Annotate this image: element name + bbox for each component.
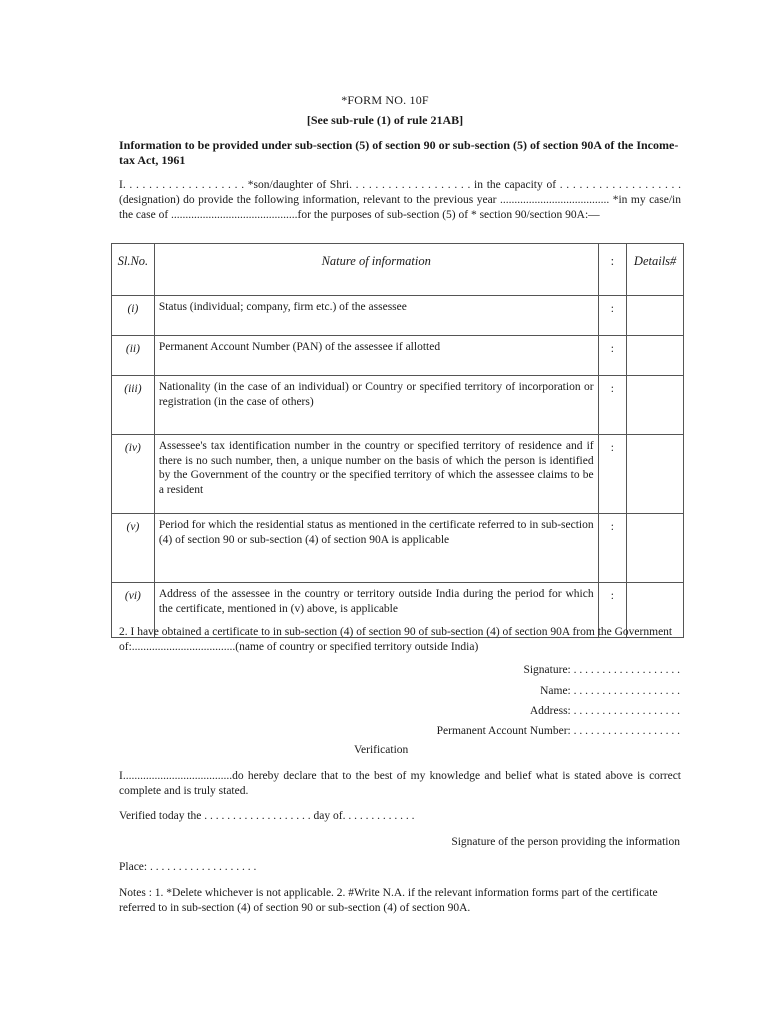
- pan-line[interactable]: Permanent Account Number: . . . . . . . . . . . . . . . . . . .: [436, 725, 680, 737]
- row-details-cell[interactable]: [627, 376, 684, 435]
- place-line[interactable]: Place: . . . . . . . . . . . . . . . . . . .: [119, 861, 257, 873]
- row-details-cell[interactable]: [627, 435, 684, 514]
- table-header-row: [112, 244, 684, 296]
- table-row: [112, 336, 684, 376]
- row-colon: :: [598, 435, 627, 514]
- certificate-paragraph: 2. I have obtained a certificate to in sub-section (4) of section 90 of sub-section (4) of section 90A from the Government of:....................................(name of country or specified territory outside India): [119, 626, 673, 653]
- table-row: [112, 296, 684, 336]
- row-number: (v): [112, 514, 155, 583]
- table-row: [112, 514, 684, 583]
- form-title: *FORM NO. 10F: [341, 93, 429, 107]
- row-nature-text: Nationality (in the case of an individual) or Country or specified territory of incorporation or registration (in the case of others): [154, 376, 598, 435]
- row-details-cell[interactable]: [627, 336, 684, 376]
- row-number: (vi): [112, 583, 155, 638]
- sub-rule-reference: [See sub-rule (1) of rule 21AB]: [306, 113, 464, 127]
- row-colon: :: [598, 296, 627, 336]
- notes-paragraph: Notes : 1. *Delete whichever is not applicable. 2. #Write N.A. if the relevant information forms part of the certificate referred to in sub-section (4) of section 90 or sub-section (4) of section 90A.: [119, 887, 658, 914]
- row-colon: :: [598, 514, 627, 583]
- address-line[interactable]: Address: . . . . . . . . . . . . . . . . . . .: [529, 705, 680, 717]
- row-nature-text: Permanent Account Number (PAN) of the assessee if allotted: [154, 336, 598, 376]
- row-details-cell[interactable]: [627, 296, 684, 336]
- row-number: (ii): [112, 336, 155, 376]
- row-number: (i): [112, 296, 155, 336]
- signature-line[interactable]: Signature: . . . . . . . . . . . . . . . . . . .: [523, 664, 680, 676]
- row-colon: :: [598, 376, 627, 435]
- row-nature-text: Status (individual; company, firm etc.) of the assessee: [154, 296, 598, 336]
- row-colon: :: [598, 583, 627, 638]
- row-number: (iii): [112, 376, 155, 435]
- header-sl-no: Sl.No.: [112, 244, 155, 296]
- row-nature-text: Assessee's tax identification number in the country or specified territory of residence and if there is no such number, then, a unique number on the basis of which the person is identified by the Government of the country or the specified territory of which the assessee claims to be a resident: [154, 435, 598, 514]
- declaration-paragraph: I......................................do hereby declare that to the best of my knowledge and belief what is stated above is correct complete and is truly stated.: [119, 770, 681, 797]
- form-heading: Information to be provided under sub-section (5) of section 90 or sub-section (5) of section 90A of the Income-tax Act, 1961: [119, 138, 679, 167]
- row-number: (iv): [112, 435, 155, 514]
- table-row: [112, 376, 684, 435]
- verification-title: Verification: [354, 744, 409, 756]
- row-details-cell[interactable]: [627, 514, 684, 583]
- signature-person-label: Signature of the person providing the information: [451, 836, 680, 848]
- name-line[interactable]: Name: . . . . . . . . . . . . . . . . . . .: [540, 685, 680, 697]
- intro-paragraph: I. . . . . . . . . . . . . . . . . . . *son/daughter of Shri. . . . . . . . . . . . . . . . . . . in the capacity of . . . . . . . . . . . . . . . . . . . (designation) do provide the following information, relevant to the previous year ...................................... *in my case/in the case of ............................................for the purposes of sub-section (5) of * section 90/section 90A:—: [119, 179, 681, 221]
- header-nature: Nature of information: [154, 244, 598, 296]
- information-table: [111, 243, 684, 638]
- header-details: Details#: [627, 244, 684, 296]
- verified-today-line[interactable]: Verified today the . . . . . . . . . . . . . . . . . . . day of. . . . . . . . . . . . .: [119, 810, 415, 822]
- row-colon: :: [598, 336, 627, 376]
- row-nature-text: Period for which the residential status as mentioned in the certificate referred to in sub-section (4) of section 90 or sub-section (4) of section 90A is applicable: [154, 514, 598, 583]
- header-colon: :: [598, 244, 627, 296]
- table-row: [112, 435, 684, 514]
- row-nature-text: Address of the assessee in the country or territory outside India during the period for which the certificate, mentioned in (v) above, is applicable: [154, 583, 598, 638]
